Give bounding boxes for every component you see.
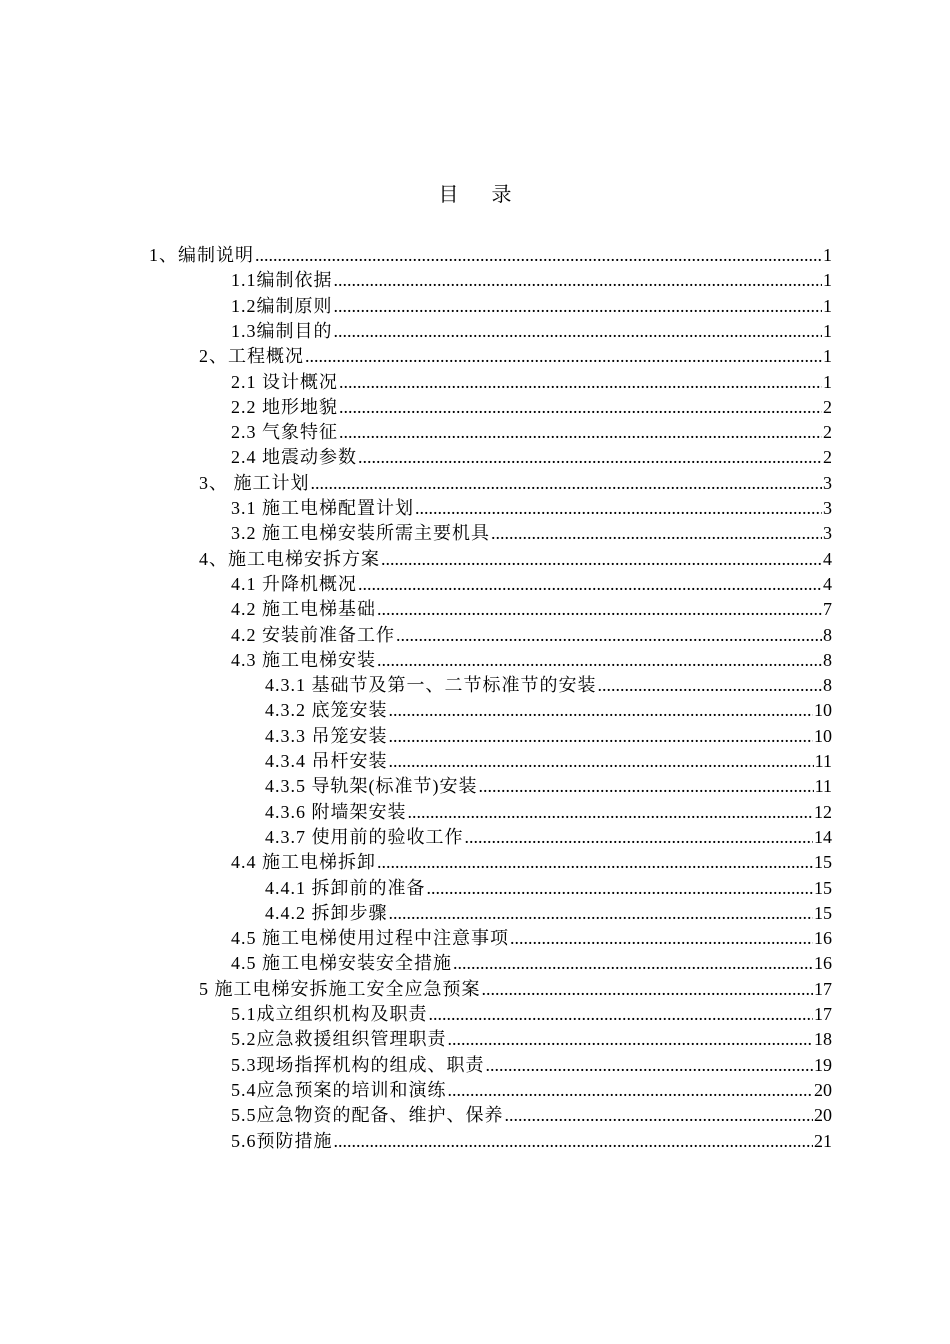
toc-entry-page: 15 [814,852,832,873]
toc-dot-leader [448,1026,814,1052]
toc-entry-page: 1 [823,295,832,316]
toc-entry-page: 8 [823,675,832,696]
toc-entry[interactable] [231,1102,832,1128]
toc-entry[interactable] [231,495,832,521]
toc-dot-leader [389,697,814,723]
toc-entry-label: 1、编制说明 [149,245,254,265]
toc-entry-label: 5 施工电梯安拆施工安全应急预案 [199,978,481,999]
toc-entry-page: 11 [814,776,832,797]
toc-dot-leader [339,419,822,445]
toc-title: 目 录 [438,184,526,206]
toc-entry-label: 4.4 施工电梯拆卸 [231,852,376,873]
toc-dot-leader [415,495,822,521]
toc-entry-label: 2、工程概况 [199,346,304,367]
toc-dot-leader [339,394,822,420]
toc-entry-page: 12 [814,801,832,822]
toc-dot-leader [389,723,814,749]
toc-dot-leader [389,748,814,774]
toc-entry-label: 2.3 气象特征 [231,422,338,443]
toc-dot-leader [334,1128,814,1154]
toc-entry-label: 4.5 施工电梯安装安全措施 [231,953,452,974]
toc-entry[interactable] [265,799,832,825]
toc-entry[interactable] [231,419,832,445]
toc-entry[interactable] [149,242,832,268]
toc-entry-page: 20 [814,1079,832,1100]
toc-dot-leader [381,546,822,572]
toc-entry-label: 4.3.7 使用前的验收工作 [265,826,464,847]
toc-entry[interactable] [231,444,832,470]
toc-entry[interactable] [231,1052,832,1078]
toc-entry[interactable] [231,647,832,673]
toc-dot-leader [453,950,813,976]
toc-entry[interactable] [231,1128,832,1154]
toc-dot-leader [377,596,822,622]
toc-entry-page: 2 [823,422,832,443]
toc-entry-page: 1 [823,320,832,341]
toc-entry-label: 4、施工电梯安拆方案 [199,548,380,569]
toc-entry-label: 3.1 施工电梯配置计划 [231,498,414,518]
toc-dot-leader [510,925,813,951]
toc-entry-page: 18 [814,1029,832,1050]
toc-entry-label: 2.4 地震动参数 [231,447,357,468]
toc-entry-label: 4.3.1 基础节及第一、二节标准节的安装 [265,675,597,696]
toc-entry-label: 4.3.2 底笼安装 [265,700,388,721]
toc-entry[interactable] [265,824,832,850]
toc-entry-label: 2.1 设计概况 [231,371,338,392]
toc-entry-page: 11 [814,751,832,771]
toc-dot-leader [408,799,814,825]
toc-entry[interactable] [265,875,832,901]
toc-entry-page: 17 [814,1004,832,1024]
toc-entry[interactable] [231,1026,832,1052]
toc-entry-page: 1 [823,346,832,367]
toc-dot-leader [358,444,822,470]
toc-dot-leader [339,369,822,395]
toc-entry-label: 1.3编制目的 [231,320,333,341]
toc-entry-page: 1 [823,270,832,291]
toc-dot-leader [334,267,823,293]
toc-entry-label: 4.4.1 拆卸前的准备 [265,877,426,898]
toc-entry[interactable] [231,849,832,875]
toc-entry-page: 21 [814,1130,832,1151]
toc-dot-leader [334,293,823,319]
toc-entry-page: 15 [814,877,832,898]
toc-entry[interactable] [231,596,832,622]
toc-entry-label: 5.6预防措施 [231,1130,333,1151]
toc-entry[interactable] [265,697,832,723]
toc-entry-page: 19 [814,1054,832,1075]
toc-dot-leader [482,976,814,1002]
toc-entry-label: 4.3.4 吊杆安装 [265,751,388,771]
toc-entry-page: 16 [814,953,832,974]
toc-dot-leader [377,849,813,875]
toc-entry-page: 17 [814,978,832,999]
toc-entry[interactable] [231,369,832,395]
toc-entry[interactable] [231,1001,832,1027]
toc-entry[interactable] [231,622,832,648]
toc-entry-page: 3 [823,472,832,493]
toc-entry-page: 14 [814,826,832,847]
toc-entry-label: 4.2 施工电梯基础 [231,599,376,620]
toc-entry-page: 3 [823,498,832,518]
toc-entry-label: 4.2 安装前准备工作 [231,624,395,645]
toc-entry[interactable] [231,571,832,597]
toc-entry-page: 4 [823,548,832,569]
toc-entry-page: 1 [823,371,832,392]
toc-entry[interactable] [231,950,832,976]
toc-entry[interactable] [231,318,832,344]
toc-entry-label: 1.1编制依据 [231,270,333,291]
toc-entry-label: 4.5 施工电梯使用过程中注意事项 [231,928,509,949]
toc-entry-label: 2.2 地形地貌 [231,396,338,417]
toc-entry-page: 2 [823,396,832,417]
toc-entry[interactable] [231,925,832,951]
toc-entry[interactable] [199,976,832,1002]
toc-dot-leader [396,622,822,648]
toc-entry-label: 3、 施工计划 [199,472,310,493]
toc-dot-leader [448,1077,814,1103]
toc-entry-label: 5.1成立组织机构及职责 [231,1004,428,1024]
toc-entry-page: 10 [814,700,832,721]
toc-entry-label: 4.4.2 拆卸步骤 [265,902,388,923]
toc-dot-leader [311,470,823,496]
toc-entry[interactable] [265,748,832,774]
toc-entry-label: 3.2 施工电梯安装所需主要机具 [231,523,490,544]
toc-entry[interactable] [231,520,832,546]
toc-dot-leader [465,824,814,850]
toc-entry[interactable] [265,773,832,799]
toc-dot-leader [486,1052,814,1078]
toc-dot-leader [358,571,822,597]
toc-entry-page: 7 [823,599,832,620]
toc-entry[interactable] [265,672,832,698]
toc-entry-page: 1 [823,245,832,265]
toc-dot-leader [491,520,822,546]
toc-entry[interactable] [231,1077,832,1103]
toc-entry-page: 2 [823,447,832,468]
toc-entry-label: 5.3现场指挥机构的组成、职责 [231,1054,485,1075]
toc-entry-page: 16 [814,928,832,949]
toc-entry-page: 10 [814,725,832,746]
toc-entry[interactable] [199,546,832,572]
toc-dot-leader [389,900,814,926]
toc-dot-leader [305,343,822,369]
toc-entry-page: 15 [814,902,832,923]
toc-entry-label: 4.1 升降机概况 [231,573,357,594]
toc-entry-label: 4.3.6 附墙架安装 [265,801,407,822]
toc-entry[interactable] [231,293,832,319]
toc-entry-label: 5.2应急救援组织管理职责 [231,1029,447,1050]
toc-entry-label: 5.5应急物资的配备、维护、保养 [231,1105,504,1126]
toc-dot-leader [479,773,814,799]
toc-dot-leader [377,647,822,673]
toc-dot-leader [429,1001,814,1027]
toc-entry-label: 4.3.5 导轨架(标准节)安装 [265,776,478,797]
toc-entry[interactable] [199,470,832,496]
toc-entry[interactable] [231,394,832,420]
toc-entry-page: 3 [823,523,832,544]
toc-entry-page: 8 [823,624,832,645]
toc-dot-leader [427,875,814,901]
toc-dot-leader [255,242,822,268]
toc-entry-label: 5.4应急预案的培训和演练 [231,1079,447,1100]
toc-entry-label: 1.2编制原则 [231,295,333,316]
toc-entry-page: 20 [814,1105,832,1126]
toc-dot-leader [505,1102,814,1128]
toc-entry[interactable] [265,723,832,749]
toc-dot-leader [334,318,823,344]
toc-entry-page: 4 [823,573,832,594]
toc-entry[interactable] [265,900,832,926]
toc-entry-label: 4.3.3 吊笼安装 [265,725,388,746]
toc-entry-page: 8 [823,649,832,670]
toc-entry[interactable] [231,267,832,293]
toc-entry[interactable] [199,343,832,369]
toc-entry-label: 4.3 施工电梯安装 [231,649,376,670]
toc-dot-leader [598,672,823,698]
